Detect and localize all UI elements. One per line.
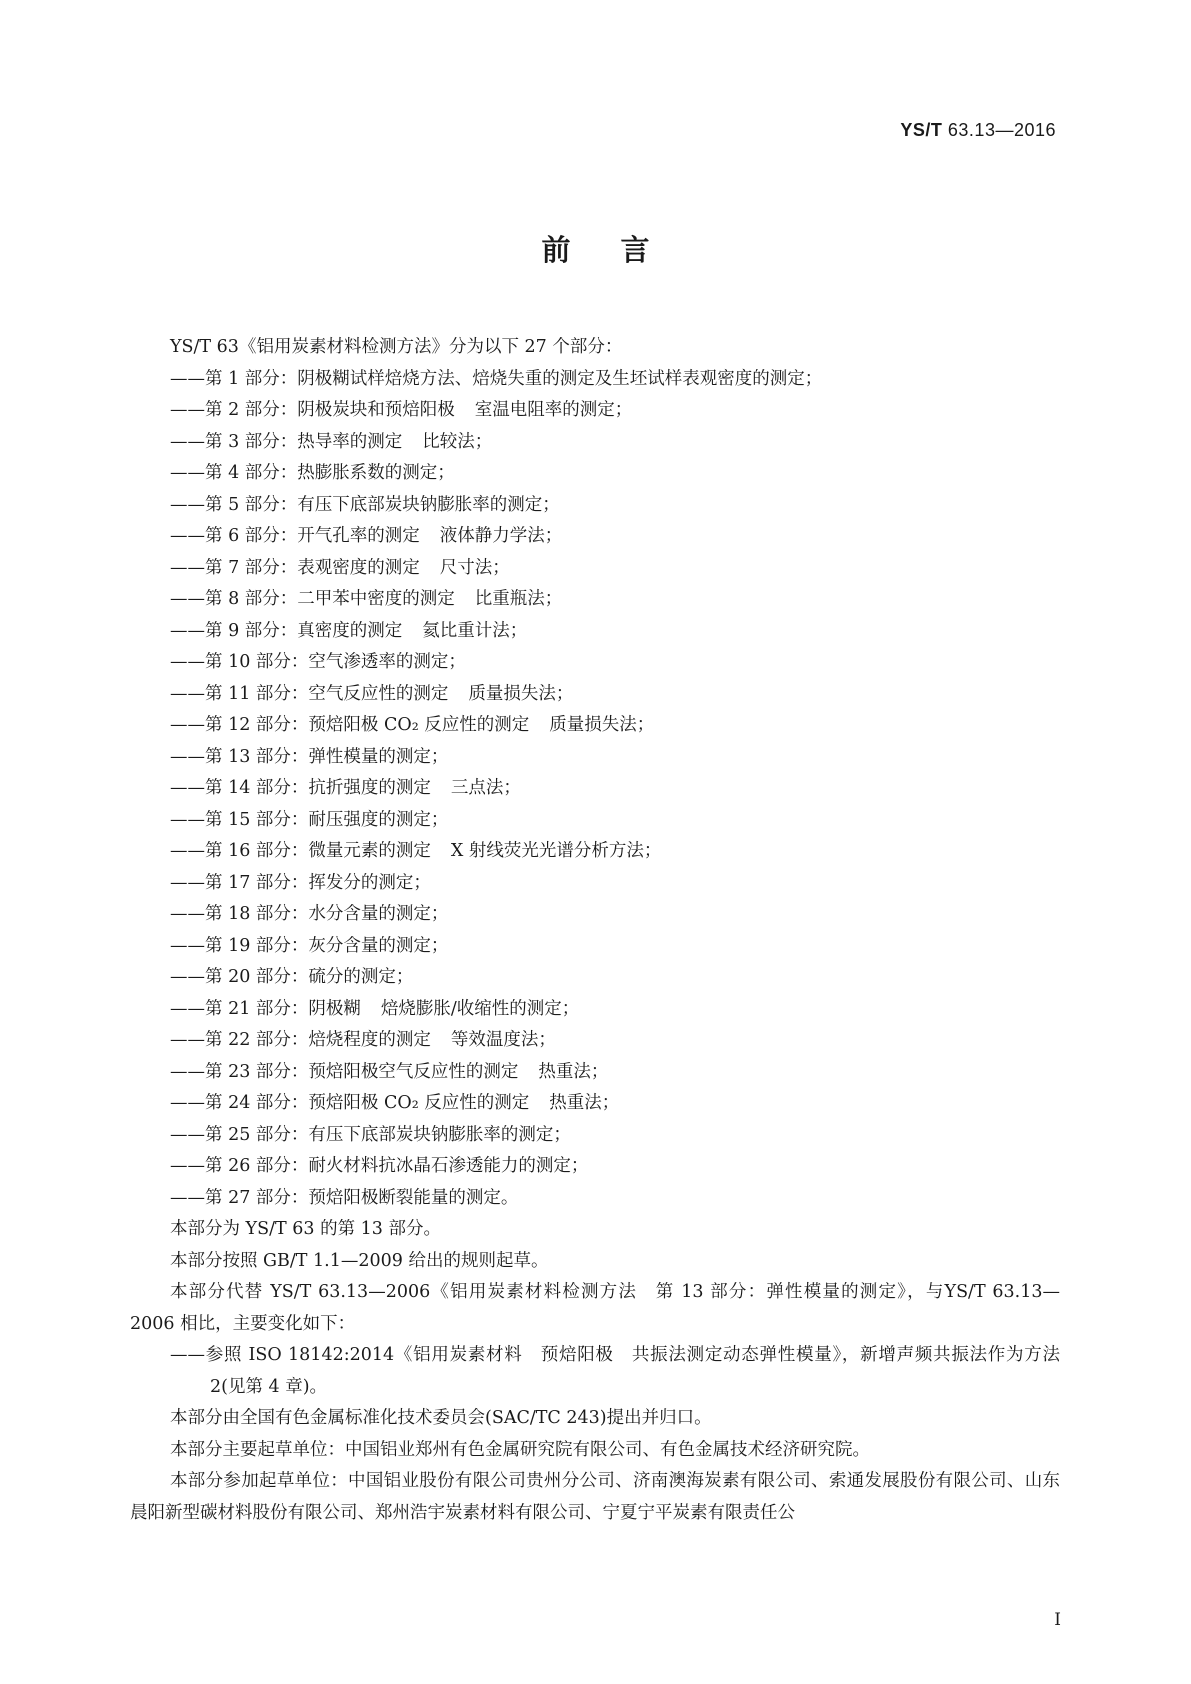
part-method: 三点法； [450,778,521,798]
intro-paragraph: YS/T 63《铝用炭素材料检测方法》分为以下 27 个部分： [170,337,623,357]
part-method: 质量损失法； [549,715,655,735]
part-title: ——第 6 部分：开气孔率的测定 [170,526,420,546]
part-item [130,994,1060,1026]
part-method: 室温电阻率的测定； [474,400,633,420]
part-item [130,899,1060,931]
part-title: ——第 5 部分：有压下底部炭块钠膨胀率的测定； [170,494,560,515]
standard-prefix: YS/T [900,120,943,140]
part-title: ——第 23 部分：预焙阳极空气反应性的测定 [170,1061,519,1082]
page-number: I [1054,1610,1061,1630]
part-item [130,584,1060,616]
statement-proposer: 本部分由全国有色金属标准化技术委员会(SAC/TC 243)提出并归口。 [170,1408,712,1428]
part-item [130,364,1060,396]
part-method: 比重瓶法； [474,589,563,609]
part-item [130,710,1060,742]
part-title: ——第 15 部分：耐压强度的测定； [170,809,449,830]
part-title: ——第 25 部分：有压下底部炭块钠膨胀率的测定； [170,1124,571,1145]
part-item [130,458,1060,490]
part-item [130,836,1060,868]
part-item [130,521,1060,553]
part-title: ——第 12 部分：预焙阳极 CO₂ 反应性的测定 [170,715,530,735]
part-item [130,1025,1060,1057]
part-item [130,679,1060,711]
statement-main-drafters: 本部分主要起草单位：中国铝业郑州有色金属研究院有限公司、有色金属技术经济研究院。 [170,1439,870,1460]
part-title: ——第 9 部分：真密度的测定 [170,620,403,641]
document-body [130,332,1060,1529]
part-item [130,931,1060,963]
part-title: ——第 16 部分：微量元素的测定 [170,841,431,861]
part-method: 尺寸法； [439,557,510,578]
part-method: 比较法； [422,431,493,452]
part-item [130,1120,1060,1152]
part-item [130,1088,1060,1120]
part-item [130,1183,1060,1215]
part-item [130,1151,1060,1183]
standard-number: 63.13—2016 [947,120,1056,140]
part-title: ——第 13 部分：弹性模量的测定； [170,746,449,767]
part-title: ——第 11 部分：空气反应性的测定 [170,683,449,704]
part-title: ——第 19 部分：灰分含量的测定； [170,935,449,956]
part-item [130,616,1060,648]
part-title: ——第 4 部分：热膨胀系数的测定； [170,463,455,483]
part-method: 热重法； [549,1093,620,1113]
part-item [130,553,1060,585]
part-title: ——第 27 部分：预焙阳极断裂能量的测定。 [170,1187,519,1208]
part-title: ——第 26 部分：耐火材料抗冰晶石渗透能力的测定； [170,1156,589,1176]
part-title: ——第 14 部分：抗折强度的测定 [170,778,431,798]
part-title: ——第 7 部分：表观密度的测定 [170,557,420,578]
part-method: 等效温度法； [450,1030,556,1050]
part-title: ——第 10 部分：空气渗透率的测定； [170,652,466,672]
part-item [130,805,1060,837]
statement-participants: 本部分参加起草单位：中国铝业股份有限公司贵州分公司、济南澳海炭素有限公司、索通发展股份有限公司、山东晨阳新型碳材料股份有限公司、郑州浩宇炭素材料有限公司、宁夏宁平炭素有限责任公 [130,1471,1060,1523]
part-item [130,427,1060,459]
part-item [130,647,1060,679]
part-item [130,868,1060,900]
part-item [130,742,1060,774]
part-method: 液体静力学法； [439,526,563,546]
part-item [130,1057,1060,1089]
part-method: 氦比重计法； [422,620,528,641]
part-item [130,490,1060,522]
part-title: ——第 21 部分：阴极糊 [170,998,361,1019]
part-title: ——第 1 部分：阴极糊试样焙烧方法、焙烧失重的测定及生坯试样表观密度的测定； [170,368,823,389]
part-title: ——第 3 部分：热导率的测定 [170,431,403,452]
part-item [130,773,1060,805]
part-item [130,962,1060,994]
part-title: ——第 8 部分：二甲苯中密度的测定 [170,589,455,609]
part-method: X 射线荧光光谱分析方法； [450,841,662,861]
part-title: ——第 22 部分：焙烧程度的测定 [170,1030,431,1050]
standard-code [900,120,1056,141]
part-title: ——第 20 部分：硫分的测定； [170,967,414,987]
part-item [130,395,1060,427]
change-item: ——参照 ISO 18142:2014《铝用炭素材料 预焙阳极 共振法测定动态弹性模量》，新增声频共振法作为方法 2(见第 4 章)。 [170,1345,1060,1397]
part-method: 焙烧膨胀/收缩性的测定； [380,998,580,1019]
part-method: 热重法； [538,1061,609,1082]
parts-list [130,364,1060,1215]
statement-rules: 本部分按照 GB/T 1.1—2009 给出的规则起草。 [170,1250,549,1271]
page-title: 前言 [541,233,700,267]
part-title: ——第 2 部分：阴极炭块和预焙阳极 [170,400,455,420]
statement-replace: 本部分代替 YS/T 63.13—2006《铝用炭素材料检测方法 第 13 部分：弹性模量的测定》，与YS/T 63.13—2006 相比，主要变化如下： [130,1282,1060,1334]
part-title: ——第 17 部分：挥发分的测定； [170,872,431,893]
part-title: ——第 24 部分：预焙阳极 CO₂ 反应性的测定 [170,1093,530,1113]
statement-part: 本部分为 YS/T 63 的第 13 部分。 [170,1219,441,1239]
part-title: ——第 18 部分：水分含量的测定； [170,904,449,924]
part-method: 质量损失法； [468,683,574,704]
